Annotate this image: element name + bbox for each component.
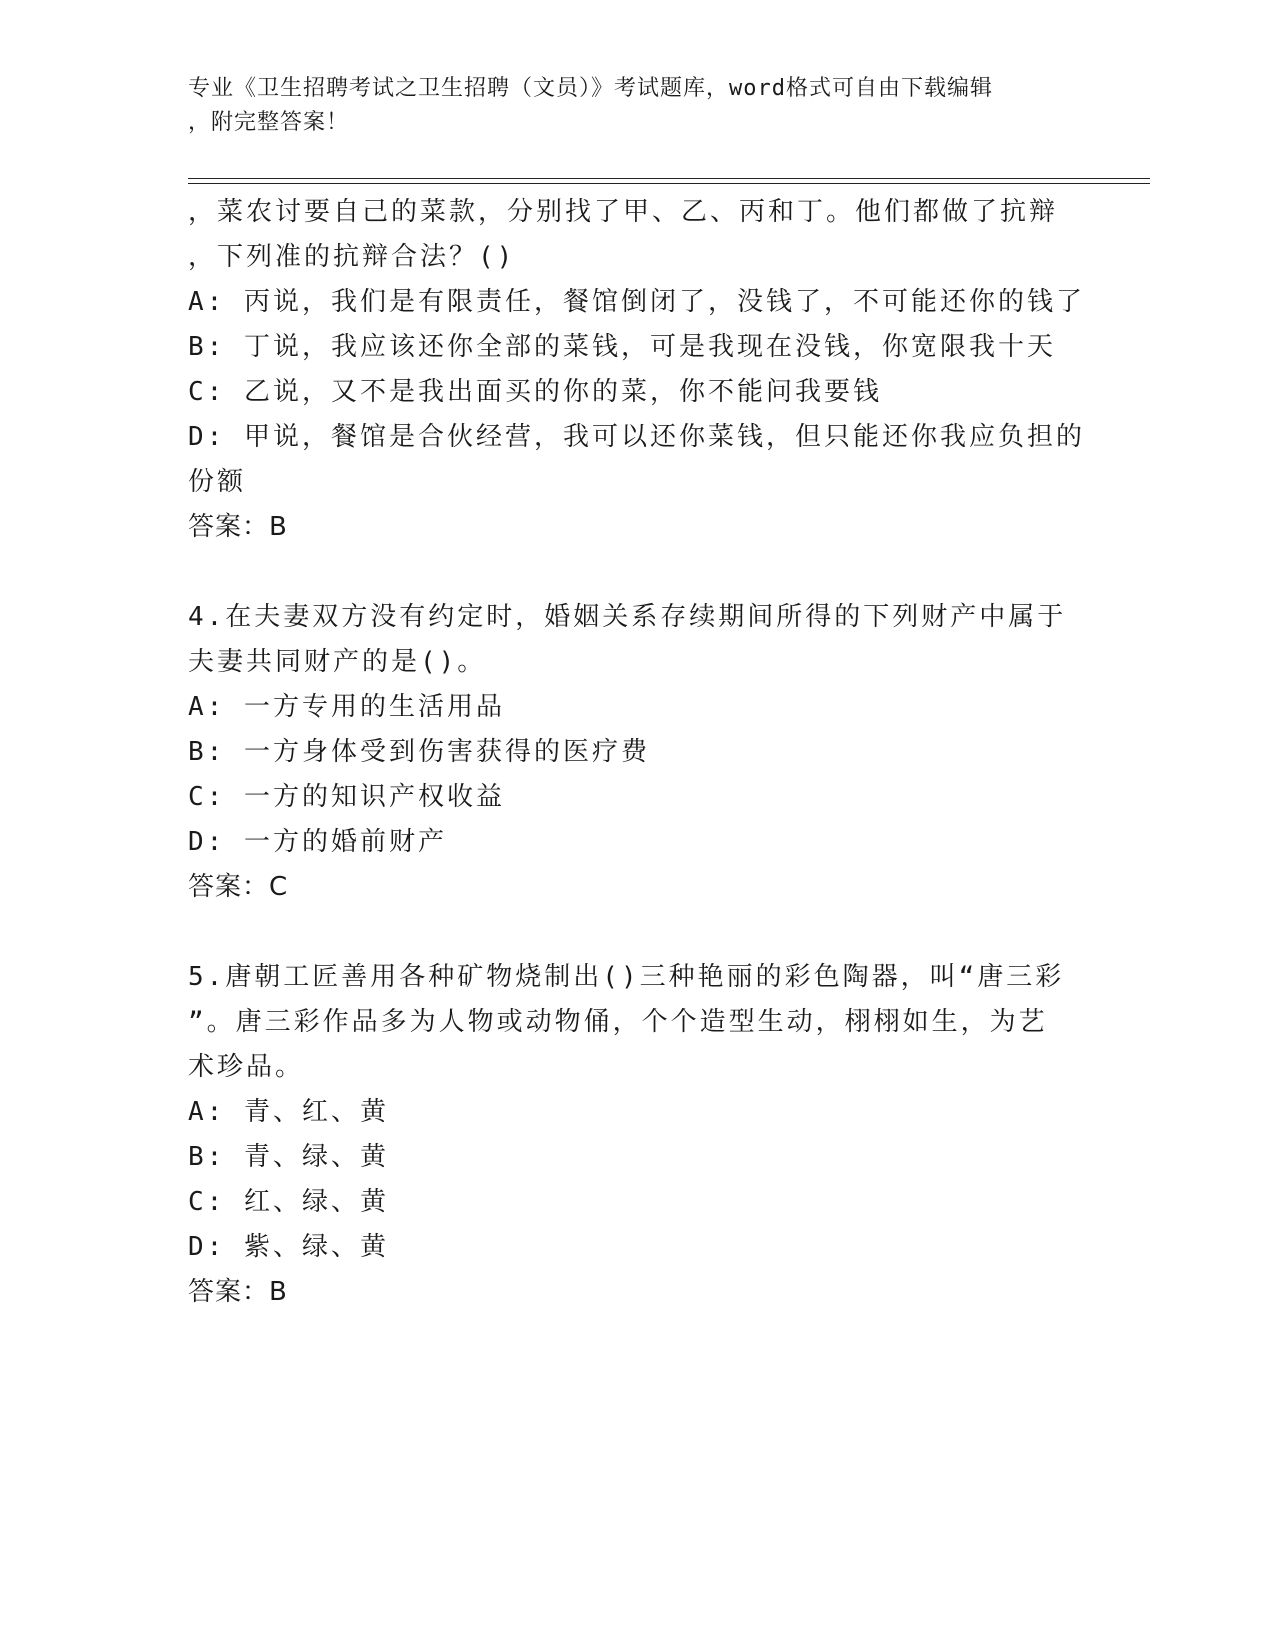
question-4 [188,595,1088,910]
document-header [188,72,1068,140]
question-text: 术珍品。 [188,1052,305,1082]
option-b: B: 丁说，我应该还你全部的菜钱，可是我现在没钱，你宽限我十天 [188,332,1056,362]
spacer [188,910,1088,955]
answer: 答案：B [188,1277,288,1307]
question-text: ”。唐三彩作品多为人物或动物俑，个个造型生动，栩栩如生，为艺 [188,1007,1048,1037]
answer: 答案：C [188,872,289,902]
answer: 答案：B [188,512,288,542]
header-line-2: ，附完整答案！ [188,110,350,135]
question-text: 4.在夫妻双方没有约定时，婚姻关系存续期间所得的下列财产中属于 [188,602,1067,632]
option-c: C: 乙说，又不是我出面买的你的菜，你不能问我要钱 [188,377,882,407]
option-d-continued: 份额 [188,467,247,497]
option-d: D: 甲说，餐馆是合伙经营，我可以还你菜钱，但只能还你我应负担的 [188,422,1085,452]
question-text: ，下列准的抗辩合法？() [188,242,516,272]
header-line-1: 专业《卫生招聘考试之卫生招聘（文员）》考试题库，word格式可自由下载编辑 [188,76,993,101]
option-b: B: 一方身体受到伤害获得的医疗费 [188,737,650,767]
question-text: ，菜农讨要自己的菜款，分别找了甲、乙、丙和丁。他们都做了抗辩 [188,197,1059,227]
option-a: A: 丙说，我们是有限责任，餐馆倒闭了，没钱了，不可能还你的钱了 [188,287,1085,317]
question-list [188,190,1088,1315]
option-d: D: 紫、绿、黄 [188,1232,389,1262]
question-text: 5.唐朝工匠善用各种矿物烧制出()三种艳丽的彩色陶器，叫“唐三彩 [188,962,1065,992]
option-c: C: 一方的知识产权收益 [188,782,505,812]
option-a: A: 一方专用的生活用品 [188,692,505,722]
header-divider [188,178,1150,184]
option-d: D: 一方的婚前财产 [188,827,447,857]
option-c: C: 红、绿、黄 [188,1187,389,1217]
question-5 [188,955,1088,1315]
spacer [188,550,1088,595]
question-3 [188,190,1088,550]
question-text: 夫妻共同财产的是()。 [188,647,487,677]
option-a: A: 青、红、黄 [188,1097,389,1127]
option-b: B: 青、绿、黄 [188,1142,389,1172]
